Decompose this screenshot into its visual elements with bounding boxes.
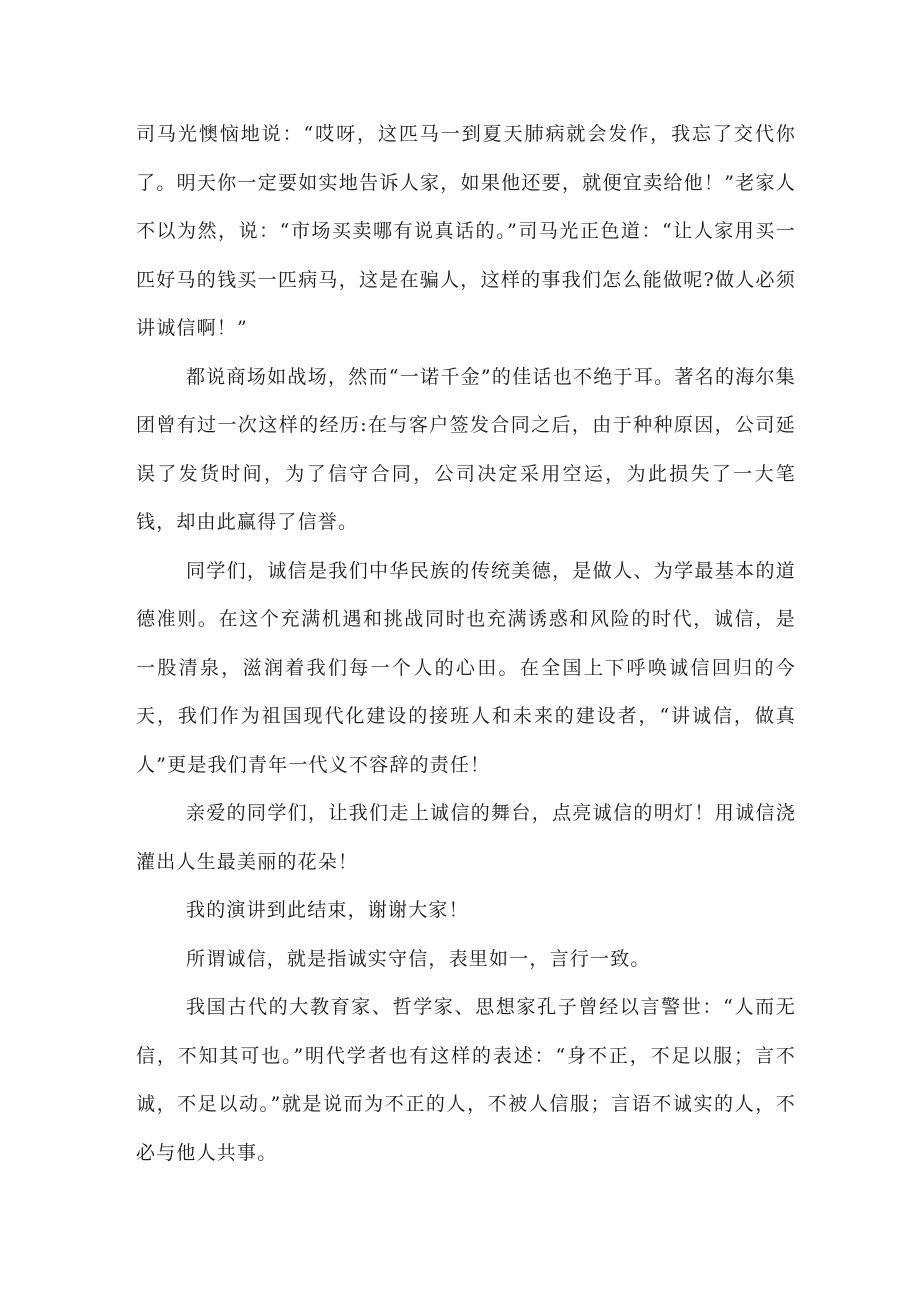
paragraph-confucius: 我国古代的大教育家、哲学家、思想家孔子曾经以言警世：“人而无信，不知其可也。”明代学者也有这样的表述：“身不正，不足以服；言不诚，不足以动。”就是说而为不正的人，不被人信服；言语不诚实的人，不必与他人共事。 — [136, 996, 796, 1164]
paragraph-closing: 我的演讲到此结束，谢谢大家！ — [186, 899, 469, 921]
paragraph-haier: 都说商场如战场，然而“一诺千金”的佳话也不绝于耳。著名的海尔集团曾有过一次这样的经历:在与客户签发合同之后，由于种种原因，公司延误了发货时间，为了信守合同，公司决定采用空运，为此损失了一大笔钱，却由此赢得了信誉。 — [136, 365, 796, 533]
document-body — [136, 110, 796, 1177]
paragraph-definition: 所谓诚信，就是指诚实守信，表里如一，言行一致。 — [186, 947, 651, 970]
paragraph-sima-guang: 司马光懊恼地说：“哎呀，这匹马一到夏天肺病就会发作，我忘了交代你了。明天你一定要如实地告诉人家，如果他还要，就便宜卖给他！”老家人不以为然，说：“市场买卖哪有说真话的。”司马光正色道：“让人家用买一匹好马的钱买一匹病马，这是在骗人，这样的事我们怎么能做呢?做人必须讲诚信啊！” — [136, 123, 796, 339]
paragraph-dear-classmates: 亲爱的同学们，让我们走上诚信的舞台，点亮诚信的明灯！用诚信浇灌出人生最美丽的花朵！ — [136, 802, 796, 873]
paragraph-classmates: 同学们，诚信是我们中华民族的传统美德，是做人、为学最基本的道德准则。在这个充满机遇和挑战同时也充满诱惑和风险的时代，诚信，是一股清泉，滋润着我们每一个人的心田。在全国上下呼唤诚信回归的今天，我们作为祖国现代化建设的接班人和未来的建设者，“讲诚信，做真人”更是我们青年一代义不容辞的责任！ — [136, 559, 796, 776]
